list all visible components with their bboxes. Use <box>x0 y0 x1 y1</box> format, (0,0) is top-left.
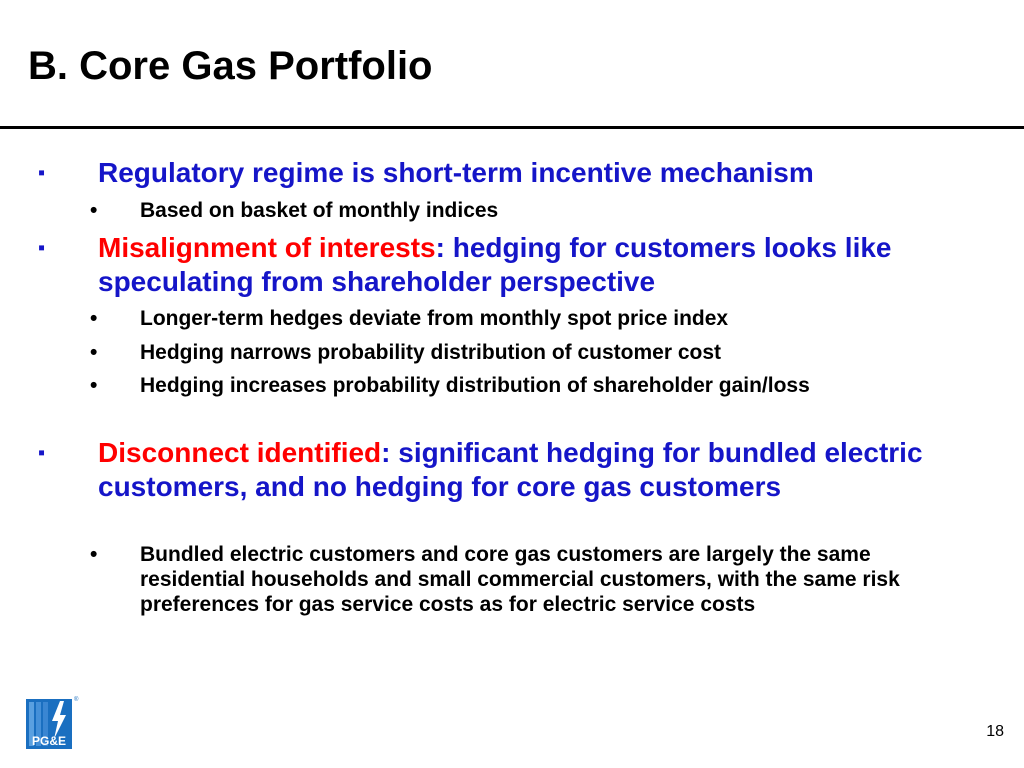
dot-bullet-icon: • <box>90 341 98 364</box>
sub-bullet-longer-term-hedges <box>90 306 970 331</box>
square-bullet-icon: ▪ <box>38 162 46 184</box>
dot-bullet-icon: • <box>90 543 98 566</box>
bullet-text: : hedging for customers looks like speculating from shareholder perspective <box>98 232 892 297</box>
slide-title: B. Core Gas Portfolio <box>28 44 433 88</box>
sub-bullet-text: Longer-term hedges deviate from monthly spot price index <box>140 307 729 330</box>
title-divider <box>0 126 1024 129</box>
sub-bullet-hedging-narrows <box>90 340 970 365</box>
bullet-disconnect <box>38 436 998 504</box>
logo-text: PG&E <box>31 734 67 748</box>
square-bullet-icon: ▪ <box>38 442 46 464</box>
page-number: 18 <box>986 723 1004 740</box>
pge-logo-icon <box>26 699 72 749</box>
bullet-highlight: Misalignment of interests <box>98 232 436 263</box>
sub-bullet-text: Bundled electric customers and core gas customers are largely the same residential households and small commercial customers, with the same risk preferences for gas service costs as for electric service costs <box>140 543 900 616</box>
bullet-misalignment <box>38 231 998 299</box>
square-bullet-icon: ▪ <box>38 237 46 259</box>
trademark-mark: ® <box>74 697 79 703</box>
sub-bullet-text: Based on basket of monthly indices <box>140 199 499 222</box>
bullet-regulatory-regime <box>38 156 998 190</box>
sub-bullet-hedging-increases <box>90 373 970 398</box>
sub-bullet-text: Hedging increases probability distribution of shareholder gain/loss <box>140 374 810 397</box>
dot-bullet-icon: • <box>90 374 98 397</box>
dot-bullet-icon: • <box>90 199 98 222</box>
bullet-text: : significant hedging for bundled electric customers, and no hedging for core gas customers <box>98 437 923 502</box>
sub-bullet-monthly-indices <box>90 198 970 223</box>
sub-bullet-text: Hedging narrows probability distribution of customer cost <box>140 341 722 364</box>
bullet-text: Regulatory regime is short-term incentive mechanism <box>98 157 814 188</box>
bullet-highlight: Disconnect identified <box>98 437 382 468</box>
sub-bullet-bundled-electric <box>90 542 970 617</box>
dot-bullet-icon: • <box>90 307 98 330</box>
